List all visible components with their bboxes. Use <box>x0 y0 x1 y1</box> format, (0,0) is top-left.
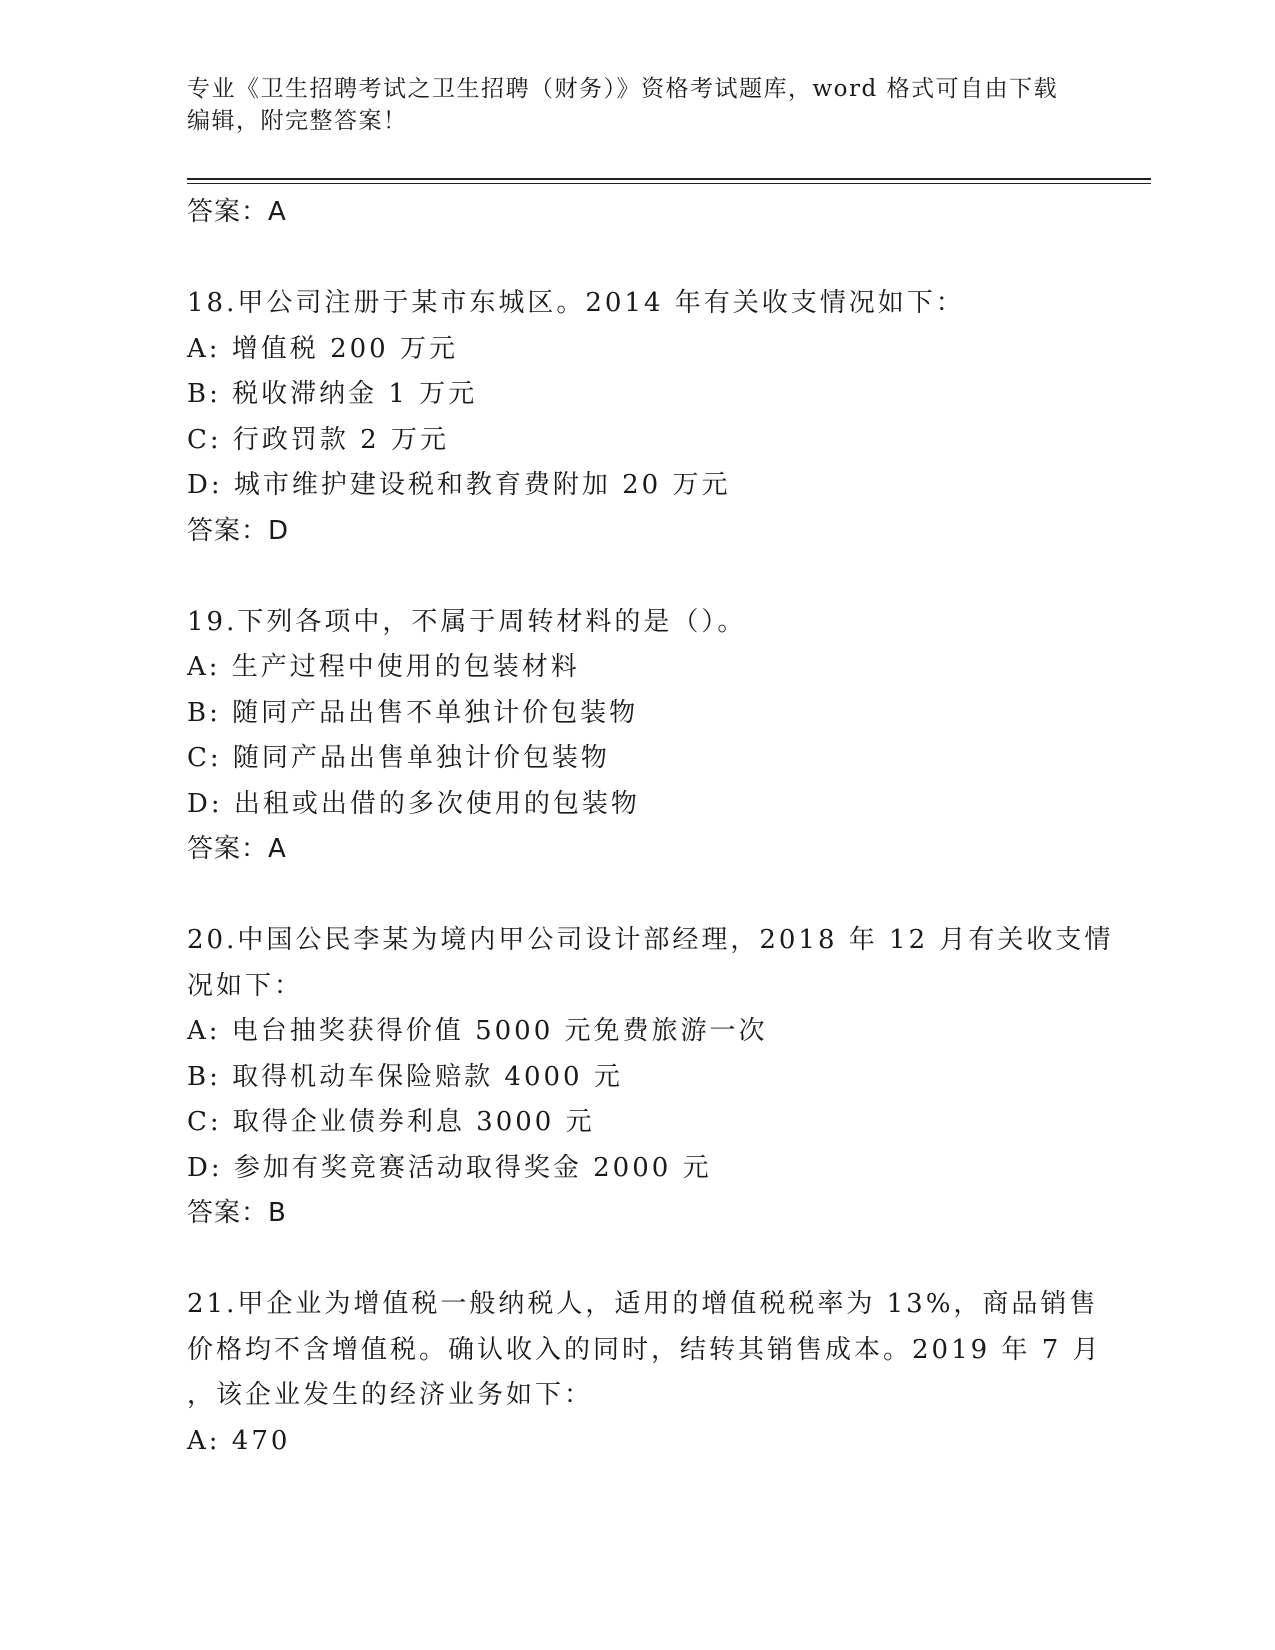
option-c: C: 随同产品出售单独计价包装物 <box>187 743 610 773</box>
spacer <box>187 236 1077 282</box>
option-a: A: 生产过程中使用的包装材料 <box>187 652 580 682</box>
option-c: C: 取得企业债券利息 3000 元 <box>187 1107 595 1137</box>
question-item <box>187 918 1114 1237</box>
question-stem-cont: 价格均不含增值税。确认收入的同时，结转其销售成本。2019 年 7 月 <box>187 1334 1102 1365</box>
header-line-2: 编辑，附完整答案！ <box>187 108 408 134</box>
answer-line: 答案：D <box>187 515 290 546</box>
question-item <box>187 600 1077 873</box>
option-c: C: 行政罚款 2 万元 <box>187 424 449 455</box>
header-line-1: 专业《卫生招聘考试之卫生招聘（财务）》资格考试题库，word 格式可自由下载 <box>187 76 1059 102</box>
option-d: D: 参加有奖竞赛活动取得奖金 2000 元 <box>187 1152 712 1183</box>
question-stem: 20.中国公民李某为境内甲公司设计部经理，2018 年 12 月有关收支情 <box>187 925 1114 955</box>
question-stem-cont: 况如下： <box>187 970 304 1001</box>
header-divider <box>187 178 1151 184</box>
answer-line: 答案：A <box>187 834 287 864</box>
question-item <box>187 281 1077 554</box>
answer-line: 答案：B <box>187 1198 287 1228</box>
option-a: A: 电台抽奖获得价值 5000 元免费旅游一次 <box>187 1016 768 1046</box>
question-stem: 18.甲公司注册于某市东城区。2014 年有关收支情况如下： <box>187 288 965 318</box>
option-b: B: 随同产品出售不单独计价包装物 <box>187 697 639 728</box>
question-stem: 19.下列各项中，不属于周转材料的是（）。 <box>187 606 747 637</box>
question-stem-cont: ，该企业发生的经济业务如下： <box>187 1380 594 1410</box>
option-b: B: 税收滞纳金 1 万元 <box>187 379 478 409</box>
question-list <box>187 190 1114 1464</box>
option-a: A: 增值税 200 万元 <box>187 333 458 364</box>
page-header <box>187 73 1067 137</box>
option-d: D: 城市维护建设税和教育费附加 20 万元 <box>187 470 731 500</box>
question-item <box>187 1282 1102 1464</box>
option-d: D: 出租或出借的多次使用的包装物 <box>187 788 640 819</box>
spacer <box>187 873 1077 919</box>
option-a: A: 470 <box>187 1425 291 1456</box>
spacer <box>187 1237 1077 1283</box>
option-b: B: 取得机动车保险赔款 4000 元 <box>187 1061 623 1092</box>
spacer <box>187 554 1077 600</box>
answer-line: 答案：A <box>187 197 287 227</box>
question-stem: 21.甲企业为增值税一般纳税人，适用的增值税税率为 13%，商品销售 <box>187 1289 1099 1319</box>
